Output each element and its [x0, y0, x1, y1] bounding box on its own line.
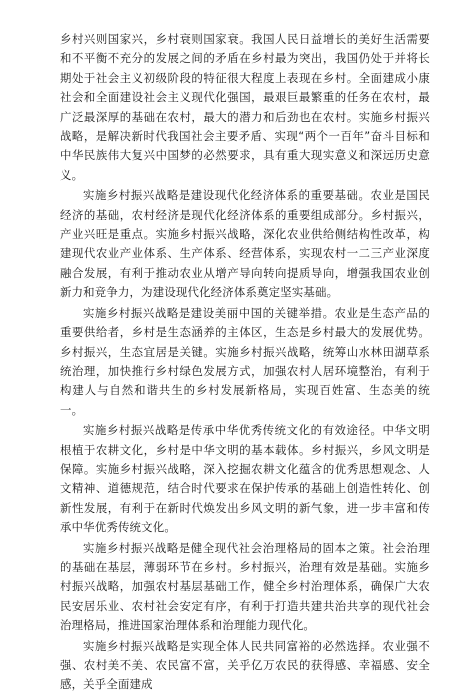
paragraph-prosperity: 实施乡村振兴战略是实现全体人民共同富裕的必然选择。农业强不强、农村美不美、农民富不富，关乎亿万农民的获得感、幸福感、安全感，关乎全面建成 [60, 638, 430, 692]
paragraph-culture: 实施乡村振兴战略是传承中华优秀传统文化的有效途径。中华文明根植于农耕文化，乡村是中华文明的基本载体。乡村振兴，乡风文明是保障。实施乡村振兴战略，深入挖掘农耕文化蕴含的优秀思想观念、人文精神、道德规范，结合时代要求在保护传承的基础上创造性转化、创新性发展，有利于在新时代焕发出乡风文明的新气象，进一步丰富和传承中华优秀传统文化。 [60, 423, 430, 535]
paragraph-governance: 实施乡村振兴战略是健全现代社会治理格局的固本之策。社会治理的基础在基层，薄弱环节在乡村。乡村振兴，治理有效是基础。实施乡村振兴战略，加强农村基层基础工作，健全乡村治理体系，确保广大农民安居乐业、农村社会安定有序，有利于打造共建共治共享的现代社会治理格局，推进国家治理体系和治理能力现代化。 [60, 540, 430, 633]
paragraph-ecology: 实施乡村振兴战略是建设美丽中国的关键举措。农业是生态产品的重要供给者，乡村是生态涵养的主体区，生态是乡村最大的发展优势。乡村振兴，生态宜居是关键。实施乡村振兴战略，统筹山水林田湖草系统治理，加快推行乡村绿色发展方式，加强农村人居环境整治，有利于构建人与自然和谐共生的乡村发展新格局，实现百姓富、生态美的统一。 [60, 305, 430, 417]
paragraph-economy: 实施乡村振兴战略是建设现代化经济体系的重要基础。农业是国民经济的基础，农村经济是现代化经济体系的重要组成部分。乡村振兴，产业兴旺是重点。实施乡村振兴战略，深化农业供给侧结构性改革，构建现代农业产业体系、生产体系、经营体系，实现农村一二三产业深度融合发展，有利于推动农业从增产导向转向提质导向，增强我国农业创新力和竞争力，为建设现代化经济体系奠定坚实基础。 [60, 188, 430, 300]
paragraph-intro: 乡村兴则国家兴，乡村衰则国家衰。我国人民日益增长的美好生活需要和不平衡不充分的发展之间的矛盾在乡村最为突出，我国仍处于并将长期处于社会主义初级阶段的特征很大程度上表现在乡村。全面建成小康社会和全面建设社会主义现代化强国，最艰巨最繁重的任务在农村，最广泛最深厚的基础在农村，最大的潜力和后劲也在农村。实施乡村振兴战略，是解决新时代我国社会主要矛盾、实现“两个一百年”奋斗目标和中华民族伟大复兴中国梦的必然要求，具有重大现实意义和深远历史意义。 [60, 32, 430, 182]
